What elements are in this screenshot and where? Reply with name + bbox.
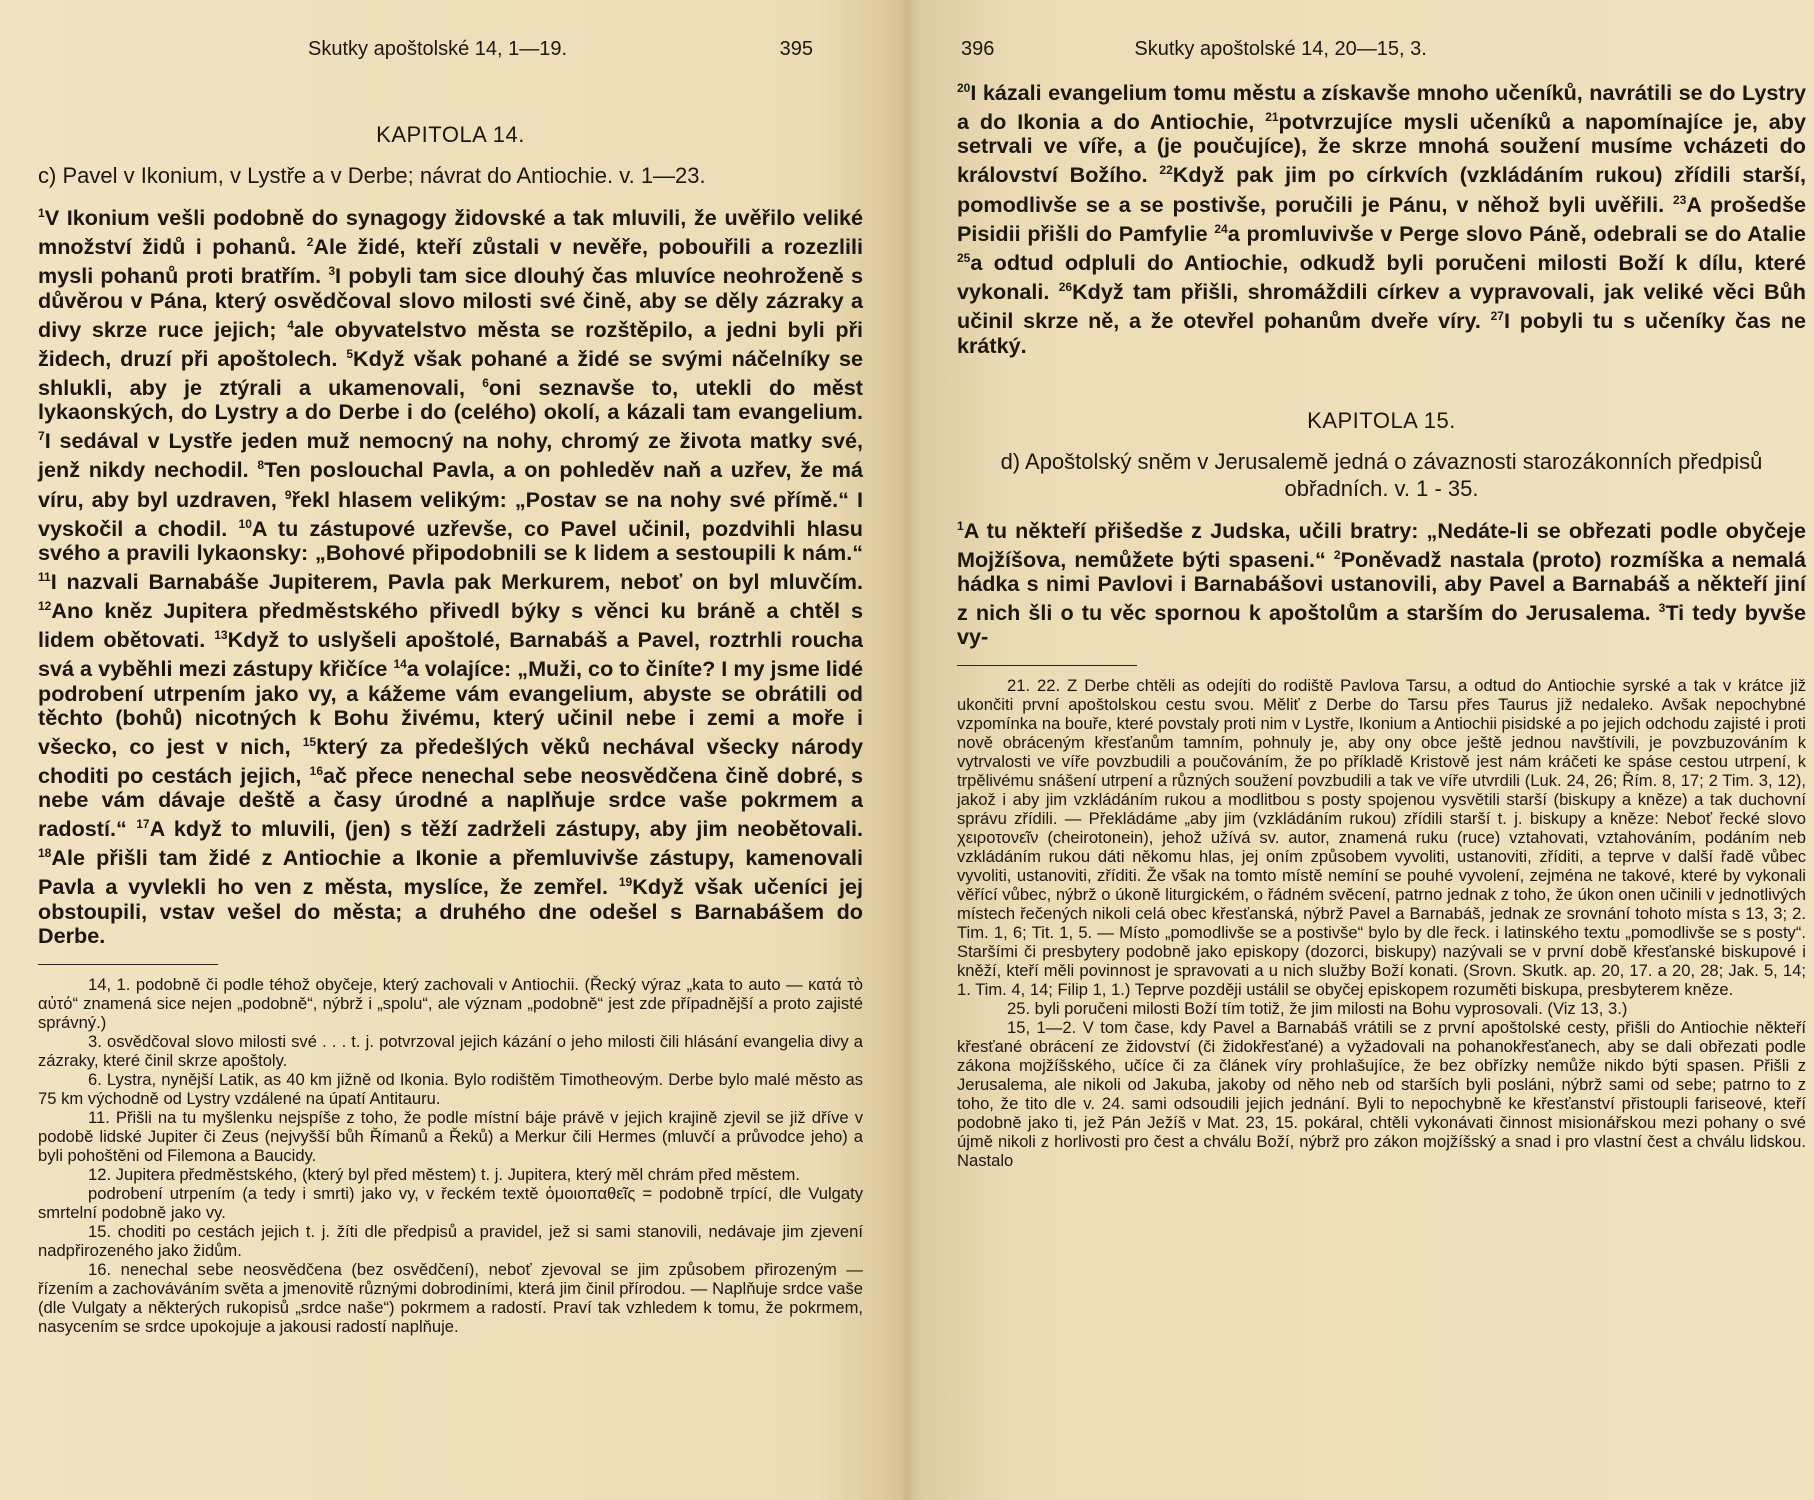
verse-number: 2 [1333,547,1341,562]
main-text-chapter-15 [957,514,1806,650]
verse-number: 3 [1658,600,1666,615]
footnote: 21. 22. Z Derbe chtěli as odejíti do rodiště Pavlova Tarsu, a odtud do Antiochie syrské a tak v krátce již ukončiti první apoštolskou cestu svou. Měliť z Derbe do Tarsu přes Taurus již nedaleko. Avšak nepochybné vzpomínka na bouře, které povstaly proti nim v Lystře, Ikonium a Antiochii pisidské a po jejich odchodu zajisté i proti nově obráceným křesťanům tamním, pohnuly je, aby ony obce ještě jednou navštívili, je povzbuzováním k vytrvalosti ve víře povzbudili a poučováním, že po příkladě Kristově jest nám kráčeti ke spáse cestou utrpení, k trpělivému snášení utrpení a různých soužení povzbudili a tak ve víře utvrdili (Luk. 24, 26; Řím. 8, 17; 2 Tim. 3, 12), jakož i aby jim vzkládáním rukou a modlitbou s posty spojenou vysvětili starší (biskupy a kněze) a tak duchovní správu zřídili. — Překládáme „aby jim (vzkládáním rukou) zřídili starší t. j. biskupy a kněze: Neboť řecké slovo χειροτονεῖν (cheirotonein), jehož užívá sv. autor, znamená ruku (ruce) vztahovati, vztahováním, podáním neb vzkládáním rukou dáti někomu hlas, jej oním způsobem vyvoliti, ustanoviti, zříditi, a teprve v další řadě vůbec vyvoliti, ustanoviti, zříditi. Že však na tomto místě nemíní se pouhé vyvolení, zejména ne takové, které by vykonali věřící vůbec, nýbrž o úkoně liturgickém, o řádném svěcení, patrno jednak z toho, že úkon onen učinili v jednotlivých místech řečených nikoli celá obec křesťanská, nýbrž Pavel a Barnabáš, jednak ze srovnání tohoto místa s 13, 3; 2. Tim. 1, 6; Tit. 1, 5. — Místo „pomodlivše se a postivše“ bylo by dle řeck. i latinského textu „pomodlivše se s posty“. Staršími či presbytery podobně jako episkopy (dozorci, biskupy) nazývali se v první době křesťanské biskupové i kněží, kteří měli povinnost je spravovati a u nich služby Boží konati. (Srovn. Skutk. ap. 20, 17. a 20, 28; Jak. 5, 14; 1. Tim. 4, 14; Filip 1, 1.) Teprve později ustálil se obyčej episkopem rozuměti biskupa, presbyterem kněze. [957,676,1806,1000]
verse-number: 10 [238,516,252,531]
footnote-rule [38,964,218,965]
verse-number: 18 [38,846,52,861]
chapter-heading: KAPITOLA 14. [376,122,525,147]
verse-number: 12 [38,599,52,614]
footnote: 15, 1—2. V tom čase, kdy Pavel a Barnabáš vrátili se z první apoštolské cesty, přišli do Antiochie někteří křesťané obrácení ze židovství (či židokřesťané) a vyžadovali na pohanokřesťanech, aby se dali obřezati podle zákona mojžíšského, učíce či za článek víry prohlašujíce, že bez obřízky nemůže nikdo býti spasen. Přišli z Jerusalema, ale nikoli od Jakuba, jakoby od něho neb od starších byli posláni, nýbrž sami od sebe; patrno to z toho, že tito dle v. 24. sami odsoudili jejich jednání. Byli to nepochybně ke křesťanství přistoupli fariseové, kteří podobně jako ti, jež Pán Ježíš v Mat. 23, 15. pokáral, chtěli vykonávati činnost misionářskou mezi pohany o své újmě nikoli z horlivosti pro čest a chválu Boží, nýbrž pro zákon mojžíšský a snad i pro vlastní čest a chválu lidskou. Nastalo [957,1018,1806,1171]
footnote: 12. Jupitera předměstského, (který byl před městem) t. j. Jupitera, který měl chrám před městem. [88,1164,800,1184]
verse-text: Když pak jim po církvích (vzkládáním rukou) zřídili starší, pomodlivše se a se postivše, poručili je Pánu, v něhož byli uvěřili. [957,162,1806,217]
footnote: podrobení utrpením (a tedy i smrti) jako vy, v řeckém textě ὁμοιοπαθεῖς = podobně trpící, dle Vulgaty smrtelní podobně jako vy. [38,1183,863,1222]
verse-text: Ale přišli tam židé z Antiochie a Ikonie a přemluvivše zástupy, kamenovali Pavla a vyvlekli ho ven z města, myslíce, že zemřel. [38,845,863,900]
verse-text: I kázali evangelium tomu městu a získavše mnoho učeníků, navrátili se do Lystry a do Ikonia a do Antiochie, [957,80,1806,135]
verse-text: potvrzujíce mysli učeníků a napomínajíce je, aby setrvali ve víře, a (je poučujíce), že skrze mnohá soužení musíme vcházeti do království Božího. [957,109,1807,188]
verse-text: Když však učeníci jej obstoupili, vstav vešel do města; a druhého dne odešel s Barnabášem do Derbe. [38,874,863,948]
verse-number: 26 [1058,280,1073,295]
verse-number: 13 [214,628,228,643]
footnote: 11. Přišli na tu myšlenku nejspíše z toho, že podle místní báje právě v jejich krajině zjevil se již dříve v podobě lidské Jupiter či Zeus (nejvyšší bůh Římanů a Řeků) a Merkur čili Hermes (mluvčí a průvodce jeho) a byli pohoštěni od Filemona a Baucidy. [38,1107,863,1165]
verse-text: Ano kněz Jupitera předměstského přivedl býky s věnci ku bráně a chtěl s lidem obětovati. [38,598,863,653]
verse-text: a promluvivše v Perge slovo Páně, odebrali se do Atalie [1227,220,1806,246]
verse-number: 20 [957,81,971,95]
verse-number: 3 [328,264,336,279]
verse-text: Ale židé, kteří zůstali v nevěře, pobouřili a rozezlili mysli pohanů proti bratřím. [38,234,863,289]
footnote: 16. nenechal sebe neosvědčena (bez osvědčení), neboť zjevoval se jim způsobem přirozeným — řízením a zachováváním světa a jmenovitě různými dobrodiními, která jim činil přírodou. — Naplňuje srdce vaše (dle Vulgaty a některých rukopisů „srdce naše“) pokrmem a radostí. Praví tak vzhledem k tomu, že pokrmem, nasycením se srdce upokojuje a jakousi radostí naplňuje. [38,1259,863,1336]
verse-text: Když to uslyšeli apoštolé, Barnabáš a Pavel, roztrhli roucha svá a vyběhli mezi zástupy křičíce [38,627,863,682]
running-header [38,38,863,66]
verse-text: V Ikonium vešli podobně do synagogy židovské a tak mluvili, že uvěřilo veliké množství židů i pohanů. [38,205,863,260]
verse-number: 17 [136,817,150,831]
section-heading: d) Apoštolský sněm v Jerusalemě jedná o závaznosti starozákonních předpisů obřadních. v. 1 - 35. [1000,448,1763,501]
verse-text: I pobyli tam sice dlouhý čas mluvíce neohroženě s důvěrou v Pána, který osvědčoval slovo milosti své čině, aby se děly zázraky a divy skrze ruce jejich; [38,263,863,342]
verse-number: 19 [618,875,633,890]
verse-number: 1 [957,518,964,533]
verse-text: Když však pohané a židé se svými náčelníky se shlukli, aby je ztýrali a ukamenovali, [38,345,863,401]
verse-number: 9 [284,487,292,502]
footnote: 3. osvědčoval slovo milosti své . . . t. j. potvrzoval jejich kázání o jeho milosti čili hlásání evangelia divy a zázraky, které činil skrze apoštoly. [38,1031,863,1070]
verse-text: I nazvali Barnabáše Jupiterem, Pavla pak Merkurem, neboť on byl mluvčím. [50,569,863,595]
verse-text: I sedával v Lystře jeden muž nemocný na nohy, chromý ze života matky své, jenž nikdy nechodil. [38,428,863,483]
verse-text: A tu někteří přišedše z Judska, učili bratry: „Nedáte-li se obřezati podle obyčeje Mojžíšova, nemůžete býti spaseni.“ [957,517,1806,572]
verse-number: 5 [346,346,353,361]
verse-number: 25 [957,250,971,265]
verse-number: 6 [482,375,489,390]
chapter-heading: KAPITOLA 15. [1307,407,1456,433]
running-header [957,38,1806,66]
verse-text: a volajíce: „Muži, co to činíte? I my jsme lidé podrobení utrpením jako vy, a kážeme vám evangelium, abyste se obrátili od těchto (bohů) nicotných k Bohu živému, který učinil nebe i zemi a moře i všecko, co jest v nich, [38,656,863,759]
main-text [957,76,1806,358]
verse-number: 11 [38,569,51,584]
page-number: 395 [779,38,813,60]
verse-number: 22 [1159,163,1173,178]
verse-number: 8 [257,458,265,473]
verse-text: A když to mluvili, (jen) s těží zadrželi zástupy, aby jim neobětovali. [149,816,863,842]
header-title: Skutky apoštolské 14, 1—19. [308,38,568,60]
verse-text: I pobyli tu s učeníky čas ne krátký. [957,308,1806,358]
footnote: 25. byli poručeni milosti Boží tím totiž, že jim milosti na Bohu vyprosovali. (Viz 13, 3.) [1007,999,1628,1019]
verse-number: 7 [38,429,45,444]
main-text [38,201,863,948]
verse-number: 21 [1265,110,1279,125]
verse-number: 24 [1214,221,1228,236]
verse-number: 15 [302,734,317,749]
footnote: 6. Lystra, nynější Latik, as 40 km jižně od Ikonia. Bylo rodištěm Timotheovým. Derbe bylo malé město as 75 km východně od Lystry vzdálené na úpatí Antitauru. [38,1069,863,1108]
verse-number: 4 [287,317,294,332]
page-number: 396 [961,38,995,60]
right-page [907,0,1814,1500]
verse-number: 2 [306,235,314,250]
verse-text: a odtud odpluli do Antiochie, odkudž byli poručeni milosti Boží k dílu, které vykonali. [957,250,1806,305]
verse-number: 27 [1490,309,1504,324]
verse-text: který za předešlých věků nechával všecky národy choditi po cestách jejich, [38,733,863,788]
verse-text: ale obyvatelstvo města se rozštěpilo, a jedni byli při židech, druzí při apoštolech. [38,316,863,371]
verse-number: 16 [309,763,323,778]
verse-text: Ti tedy byvše vy- [957,600,1806,650]
header-title: Skutky apoštolské 14, 20—15, 3. [1134,38,1427,60]
footnote: 14, 1. podobně či podle téhož obyčeje, který zachovali v Antiochii. (Řecký výraz „kata to auto — κατά τὸ αὐτό“ znamená sice nejen „podobně“, nýbrž i „spolu“, ale význam „podobně“ jest zde případnější a proto zajisté správný.) [38,974,863,1032]
verse-text: řekl hlasem velikým: „Postav se na nohy své přímě.“ I vyskočil a chodil. [38,486,863,541]
footnotes [957,676,1806,1170]
footnote-rule [957,665,1137,666]
verse-text: oni seznavše to, utekli do měst lykaonských, do Lystry a do Derbe i do (celého) okolí, a kázali tam evangelium. [38,375,863,425]
verse-number: 23 [1672,192,1687,207]
footnotes [38,975,863,1336]
verse-text: Poněvadž nastala (proto) rozmíška a nemalá hádka s nimi Pavlovi i Barnabášovi ustanovili, aby Pavel a Barnabáš a někteří jiní z nich šli o tu věc spornou k apoštolům a starším do Jerusalema. [957,546,1807,626]
verse-text: ač přece nenechal sebe neosvědčena čině dobré, s nebe vám dávaje deště a časy úrodné a naplňuje srdce vaše pokrmem a radostí.“ [38,763,863,842]
footnote: 15. choditi po cestách jejich t. j. žíti dle předpisů a pravidel, jež si sami stanovili, nedávaje jim zjevení nadpřirozeného jako židům. [38,1221,863,1260]
verse-number: 14 [393,657,407,672]
verse-number: 1 [38,206,45,220]
verse-text: Ten poslouchal Pavla, a on pohleděv naň a uzřev, že má víru, aby byl uzdraven, [38,457,863,512]
verse-text: A prošedše Pisidii přišli do Pamfylie [957,191,1806,246]
verse-text: Když tam přišli, shromáždili církev a vypravovali, jak veliké věci Bůh učinil skrze ně, a že otevřel pohanům dveře víry. [957,279,1806,334]
section-heading: c) Pavel v Ikonium, v Lystře a v Derbe; návrat do Antiochie. v. 1—23. [38,163,706,188]
verse-text: A tu zástupové uzřevše, co Pavel učinil, pozdvihli hlasu svého a pravili lykaonsky: „Bohové připodobnili se k lidem a sestoupili k nám.“ [38,515,863,565]
